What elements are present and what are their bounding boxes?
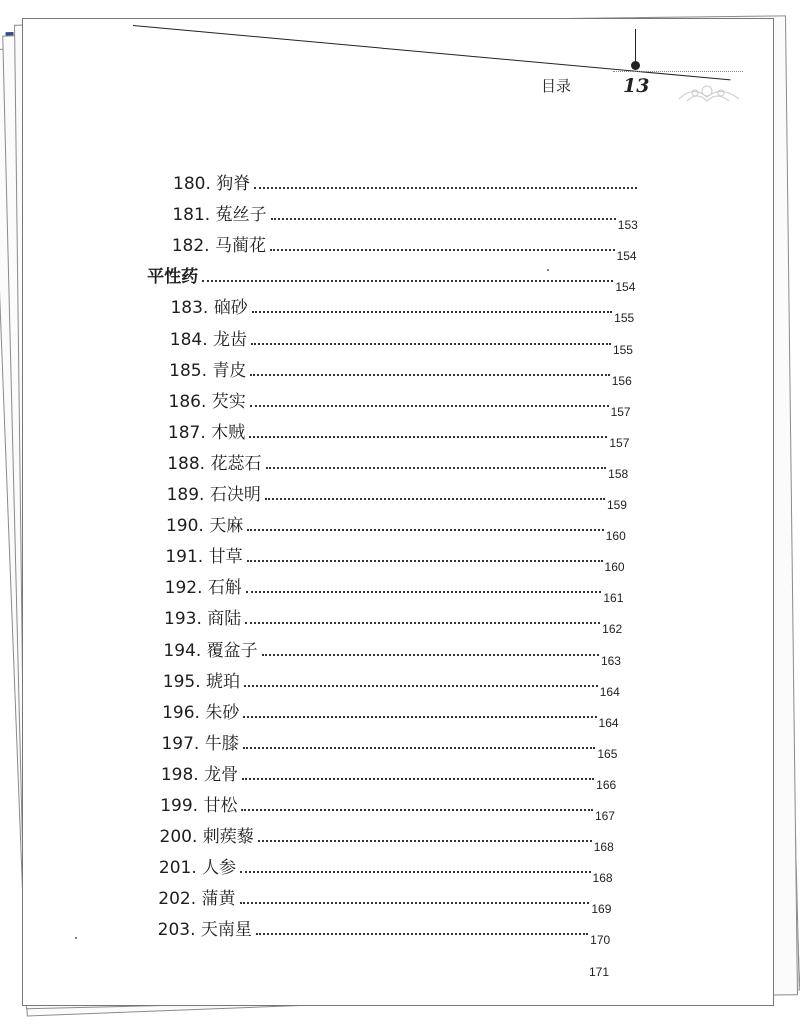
toc-entry-label: 187. 木贼: [167, 422, 246, 443]
toc-entry-label: 193. 商陆: [164, 609, 242, 630]
toc-row: [161, 729, 618, 761]
paper-speck: [75, 937, 77, 939]
toc-page-number: 165: [597, 746, 618, 761]
toc-page-number: 167: [594, 809, 615, 823]
toc-page-number: 156: [611, 373, 632, 388]
toc-leader-dots: [252, 310, 612, 313]
toc-row: [158, 884, 612, 917]
toc-leader-dots: [256, 932, 588, 935]
toc-row: [169, 356, 632, 388]
toc-page-number: 164: [598, 715, 619, 730]
toc-row: [162, 698, 619, 730]
toc-entry-label: 192. 石斛: [164, 578, 242, 599]
toc-page-number: 160: [605, 529, 626, 544]
toc-entry-label: 197. 牛膝: [161, 733, 239, 754]
paper-speck: [547, 269, 549, 271]
toc-entry-label: 185. 青皮: [169, 360, 247, 381]
toc-entry-label: 198. 龙骨: [160, 764, 239, 785]
toc-row: [160, 791, 615, 823]
toc-row: [164, 604, 623, 637]
toc-page-number: 160: [604, 560, 625, 575]
toc-entry-label: 196. 朱砂: [162, 702, 240, 723]
toc-row: [167, 449, 629, 481]
toc-leader-dots: [246, 590, 601, 593]
toc-page-number: 161: [603, 591, 624, 606]
toc-row: [164, 573, 624, 606]
toc-row: [158, 853, 613, 886]
toc-section-label: 平性药: [147, 267, 199, 288]
toc-leader-dots: [254, 186, 637, 189]
toc-row: [160, 760, 617, 792]
toc-leader-dots: [202, 279, 613, 282]
toc-row: [157, 947, 609, 979]
toc-page-number: 163: [600, 653, 621, 668]
toc-page-number: 157: [609, 435, 630, 450]
toc-row: [157, 915, 611, 948]
toc-row: [165, 511, 626, 544]
toc-leader-dots: [247, 528, 604, 531]
toc-row: [162, 667, 620, 699]
toc-page-number: 168: [593, 840, 614, 855]
toc-leader-dots: [240, 870, 590, 873]
toc-entry-label: 200. 刺蒺藜: [159, 827, 254, 848]
toc-row: [159, 822, 614, 855]
toc-leader-dots: [247, 559, 603, 562]
toc-row: [173, 169, 639, 195]
toc-leader-dots: [245, 621, 600, 624]
toc-leader-dots: [250, 404, 609, 407]
toc-page-number: 169: [591, 902, 612, 917]
toc-leader-dots: [244, 684, 598, 687]
toc-leader-dots: [243, 715, 596, 718]
toc-leader-dots: [249, 435, 607, 438]
toc-page-number: 157: [610, 404, 631, 419]
toc-entry-label: 186. 芡实: [168, 391, 246, 412]
toc-page-number: 166: [596, 777, 617, 792]
toc-entry-label: 201. 人参: [158, 858, 237, 879]
toc-page-number: 155: [614, 311, 635, 326]
toc-leader-dots: [242, 777, 594, 780]
toc-section-row: [147, 262, 636, 295]
toc-page-number: 159: [606, 498, 627, 512]
toc-page-number: 164: [599, 684, 620, 699]
toc-row: [167, 418, 630, 450]
toc-leader-dots: [250, 373, 609, 376]
toc-page-number: 153: [617, 218, 638, 233]
toc-entry-label: 180. 狗脊: [173, 174, 251, 194]
toc-leader-dots: [262, 653, 599, 656]
toc-leader-dots: [258, 839, 592, 842]
toc-page-number: 158: [608, 466, 629, 481]
toc-page-number: 162: [602, 622, 623, 637]
toc-entry-label: 189. 石决明: [166, 485, 261, 505]
running-header-title: 目录: [541, 77, 572, 95]
toc-entry-label: 183. 硇砂: [170, 298, 248, 319]
toc-page-number: 171: [588, 964, 609, 979]
toc-row: [171, 231, 637, 264]
toc-row: [163, 636, 621, 668]
toc-entry-label: 195. 琥珀: [162, 671, 241, 692]
toc-entry-label: 190. 天麻: [165, 516, 244, 537]
toc-row: [170, 293, 635, 326]
toc-entry-label: 188. 花蕊石: [167, 453, 262, 474]
toc-leader-dots: [243, 746, 596, 749]
page-number: 13: [623, 75, 650, 97]
toc-row: [168, 387, 631, 419]
toc-entry-label: 199. 甘松: [160, 796, 238, 816]
toc-row: [166, 480, 627, 512]
table-of-contents: [23, 19, 773, 1005]
toc-entry-label: 184. 龙齿: [169, 329, 248, 350]
toc-entry-label: 191. 甘草: [165, 547, 243, 568]
toc-entry-label: 182. 马蔺花: [171, 236, 266, 257]
toc-entry-label: 181. 菟丝子: [172, 205, 267, 226]
book-page: [22, 18, 774, 1006]
toc-leader-dots: [240, 901, 590, 904]
toc-leader-dots: [271, 217, 616, 220]
toc-page-number: 168: [592, 871, 613, 886]
toc-entry-label: 202. 蒲黄: [158, 889, 236, 910]
toc-page-number: 170: [590, 933, 611, 948]
toc-row: [169, 325, 633, 357]
toc-leader-dots: [270, 248, 615, 251]
toc-row: [165, 542, 625, 575]
toc-leader-dots: [251, 342, 611, 345]
toc-row: [172, 200, 638, 233]
toc-entry-label: 194. 覆盆子: [163, 640, 258, 661]
toc-leader-dots: [266, 466, 607, 469]
toc-page-number: 154: [616, 249, 637, 264]
toc-page-number: 155: [612, 342, 633, 357]
toc-leader-dots: [265, 497, 605, 500]
toc-entry-label: 203. 天南星: [157, 920, 252, 941]
toc-page-number: 154: [615, 280, 636, 295]
toc-leader-dots: [241, 808, 593, 811]
